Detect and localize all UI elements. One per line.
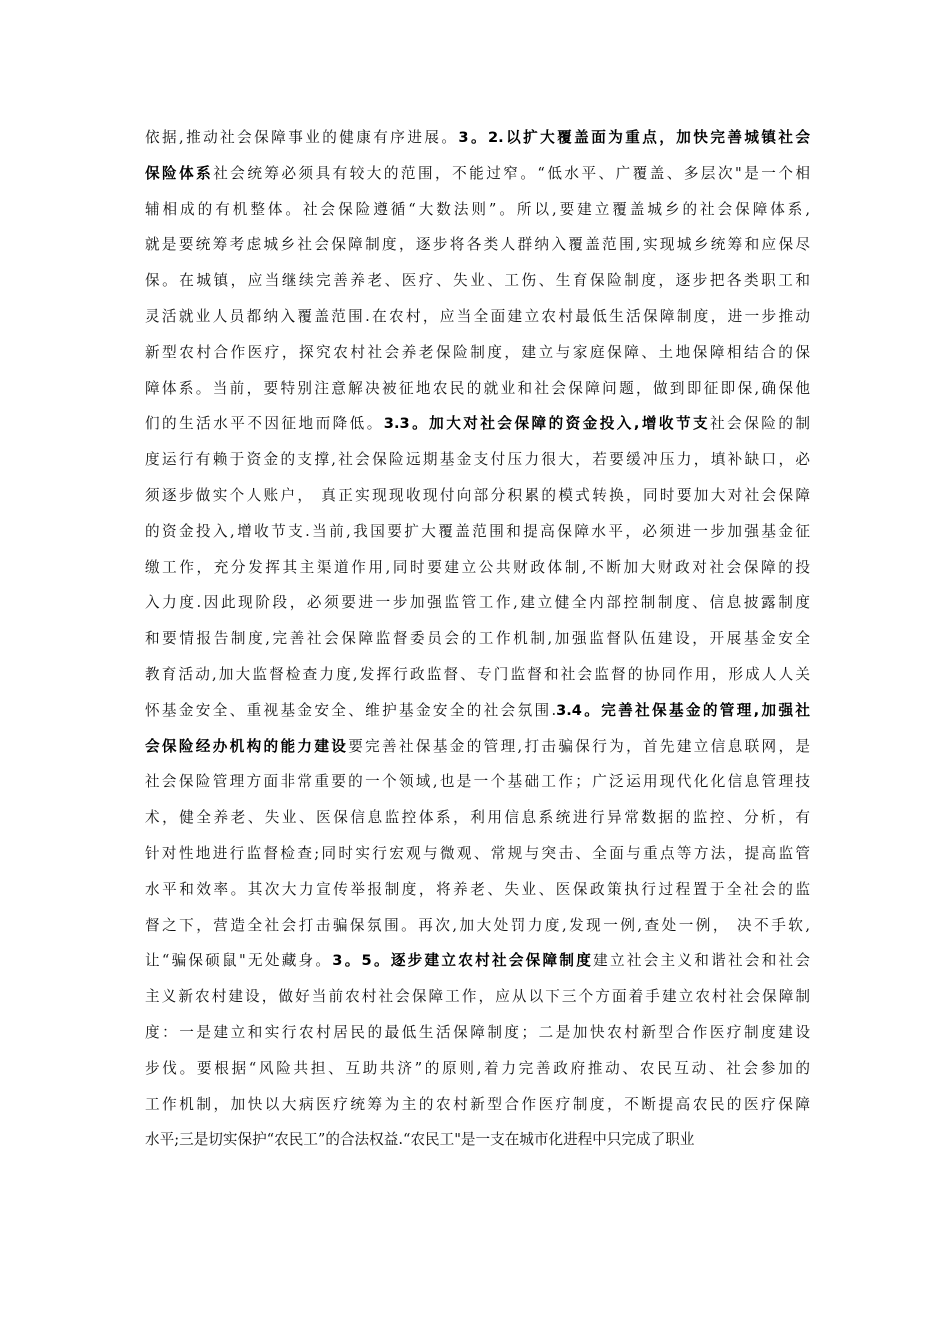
text-line xyxy=(145,585,810,621)
text-segment: 须逐步做实个人账户， 真正实现现收现付向部分积累的模式转换，同时要加大对社会保障 xyxy=(145,486,810,504)
text-segment: 术，健全养老、失业、医保信息监控体系，利用信息系统进行异常数据的监控、分析，有 xyxy=(145,809,810,827)
text-segment: 缴工作，充分发挥其主渠道作用,同时要建立公共财政体制,不断加大财政对社会保障的投 xyxy=(145,558,810,576)
bold-heading-segment: 3。2.以扩大覆盖面为重点，加快完善城镇社会 xyxy=(458,129,810,146)
text-segment: 怀基金安全、重视基金安全、维护基金安全的社会氛围. xyxy=(145,701,557,719)
text-segment: 度运行有赖于资金的支撑,社会保险远期基金支付压力很大，若要缓冲压力，填补缺口，必 xyxy=(145,451,810,469)
text-segment: 针对性地进行监督检查;同时实行宏观与微观、常规与突击、全面与重点等方法，提高监管 xyxy=(145,844,810,862)
text-line xyxy=(145,693,810,729)
text-line xyxy=(145,335,810,371)
text-line xyxy=(145,478,810,514)
text-segment: 依据,推动社会保障事业的健康有序进展。 xyxy=(145,129,459,146)
text-segment: 水平和效率。其次大力宣传举报制度，将养老、失业、医保政策执行过程置于全社会的监 xyxy=(145,880,810,898)
text-line xyxy=(145,872,810,908)
text-line xyxy=(145,263,810,299)
text-segment: 保。在城镇，应当继续完善养老、医疗、失业、工伤、生育保险制度，逐步把各类职工和 xyxy=(145,272,810,290)
text-segment: 辅相成的有机整体。社会保险遵循“大数法则”。所以,要建立覆盖城乡的社会保障体系, xyxy=(145,200,810,218)
text-segment: 就是要统筹考虑城乡社会保障制度，逐步将各类人群纳入覆盖范围,实现城乡统筹和应保尽 xyxy=(145,236,810,254)
text-segment: 入力度.因此现阶段，必须要进一步加强监管工作,建立健全内部控制制度、信息披露制度 xyxy=(145,594,810,612)
text-line xyxy=(145,442,810,478)
text-segment: 新型农村合作医疗，探究农村社会养老保险制度，建立与家庭保障、土地保障相结合的保 xyxy=(145,343,810,361)
text-segment: 工作机制，加快以大病医疗统筹为主的农村新型合作医疗制度，不断提高农民的医疗保障 xyxy=(145,1095,810,1113)
text-line xyxy=(145,621,810,657)
text-line xyxy=(145,764,810,800)
text-segment: 步伐。要根据“风险共担、互助共济”的原则,着力完善政府推动、农民互动、社会参加的 xyxy=(145,1059,810,1077)
text-line xyxy=(145,1015,810,1051)
text-line xyxy=(145,836,810,872)
text-segment: 社会统筹必须具有较大的范围，不能过窄。“低水平、广覆盖、多层次"是一个相 xyxy=(213,164,810,182)
text-segment: 度：一是建立和实行农村居民的最低生活保障制度；二是加快农村新型合作医疗制度建设 xyxy=(145,1023,810,1041)
text-segment: 让“骗保硕鼠"无处藏身。 xyxy=(145,952,333,970)
text-segment: 们的生活水平不因征地而降低。 xyxy=(145,415,384,433)
text-line xyxy=(145,192,810,228)
bold-heading-segment: 保险体系 xyxy=(145,164,214,182)
text-line xyxy=(145,908,810,944)
text-segment: 教育活动,加大监督检查力度,发挥行政监督、专门监督和社会监督的协同作用，形成人人关 xyxy=(145,665,810,683)
text-line xyxy=(145,299,810,335)
text-segment: 的资金投入,增收节支.当前,我国要扩大覆盖范围和提高保障水平，必须进一步加强基金征 xyxy=(145,522,810,540)
text-segment: 要完善社保基金的管理,打击骗保行为，首先建立信息联网，是 xyxy=(348,737,810,755)
text-line xyxy=(145,979,810,1015)
bold-heading-segment: 3.3。加大对社会保障的资金投入,增收节支 xyxy=(383,415,711,433)
text-line xyxy=(145,943,810,979)
bold-heading-segment: 会保险经办机构的能力建设 xyxy=(145,737,349,755)
text-line xyxy=(145,371,810,407)
text-line xyxy=(145,657,810,693)
text-segment: 水平;三是切实保护“农民工”的合法权益.“农民工"是一支在城市化进程中只完成了职业 xyxy=(145,1131,695,1149)
text-line xyxy=(145,406,810,442)
text-line xyxy=(145,1122,810,1158)
text-segment: 督之下，营造全社会打击骗保氛围。再次,加大处罚力度,发现一例,查处一例， 决不手软, xyxy=(145,916,810,934)
document-body-text xyxy=(145,120,810,1158)
text-line xyxy=(145,156,810,192)
text-segment: 社会保险的制 xyxy=(710,415,810,433)
text-line xyxy=(145,227,810,263)
text-line xyxy=(145,729,810,765)
text-segment: 主义新农村建设，做好当前农村社会保障工作，应从以下三个方面着手建立农村社会保障制 xyxy=(145,988,810,1006)
text-line xyxy=(145,550,810,586)
text-line xyxy=(145,120,810,156)
text-line xyxy=(145,1087,810,1123)
text-segment: 和要情报告制度,完善社会保障监督委员会的工作机制,加强监督队伍建设，开展基金安全 xyxy=(145,630,810,648)
text-segment: 灵活就业人员都纳入覆盖范围.在农村，应当全面建立农村最低生活保障制度，进一步推动 xyxy=(145,307,810,325)
text-segment: 建立社会主义和谐社会和社会 xyxy=(593,952,810,970)
text-segment: 社会保险管理方面非常重要的一个领域,也是一个基础工作；广泛运用现代化化信息管理技 xyxy=(145,773,810,791)
text-line xyxy=(145,800,810,836)
bold-heading-segment: 3。5。逐步建立农村社会保障制度 xyxy=(332,952,594,970)
text-segment: 障体系。当前，要特别注意解决被征地农民的就业和社会保障问题，做到即征即保,确保他 xyxy=(145,379,810,397)
bold-heading-segment: 3.4。完善社保基金的管理,加强社 xyxy=(556,701,810,719)
text-line xyxy=(145,514,810,550)
text-line xyxy=(145,1051,810,1087)
